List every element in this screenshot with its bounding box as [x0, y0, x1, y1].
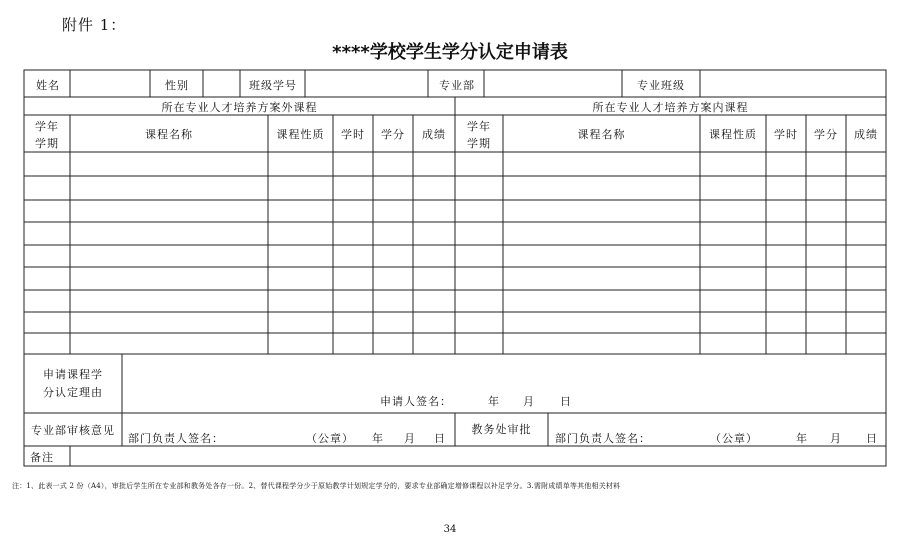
reason-day: 日 [560, 395, 572, 408]
dept-year: 年 [372, 432, 384, 445]
col-course-type: 课程性质 [276, 128, 325, 141]
name-label: 姓名 [36, 79, 60, 92]
col-year-term-line2: 学期 [35, 137, 59, 150]
dept-signature-label: 部门负责人签名： [128, 432, 224, 445]
col-course-type: 课程性质 [709, 128, 757, 141]
dept-review-label: 专业部审核意见 [31, 424, 115, 437]
affairs-signature-label: 部门负责人签名： [555, 432, 651, 445]
affairs-year: 年 [796, 432, 808, 445]
section-inside-header: 所在专业人才培养方案内课程 [592, 101, 749, 114]
reason-label-line1: 申请课程学 [43, 368, 103, 381]
col-course-name: 课程名称 [145, 128, 193, 141]
page-number: 34 [443, 524, 457, 535]
col-hours: 学时 [341, 128, 365, 141]
department-label: 专业部 [439, 79, 475, 92]
col-year-term-line1: 学年 [35, 120, 59, 133]
dept-day: 日 [434, 432, 446, 445]
attachment-label: 附件 1： [62, 16, 127, 34]
section-outside-header: 所在专业人才培养方案外课程 [161, 101, 318, 114]
reason-year: 年 [488, 395, 500, 408]
col-credits: 学分 [814, 128, 838, 141]
reason-month: 月 [523, 395, 535, 408]
col-course-name: 课程名称 [577, 128, 626, 141]
form-title: ****学校学生学分认定申请表 [332, 42, 568, 63]
gender-label: 性别 [165, 79, 189, 92]
major-class-label: 专业班级 [637, 79, 685, 92]
reason-label-line2: 分认定理由 [43, 386, 103, 399]
dept-month: 月 [404, 432, 416, 445]
affairs-approval-label: 教务处审批 [471, 423, 532, 436]
col-score: 成绩 [854, 128, 878, 141]
affairs-month: 月 [830, 432, 842, 445]
dept-seal: （公章） [306, 432, 354, 445]
col-score: 成绩 [422, 128, 446, 141]
col-credits: 学分 [381, 128, 405, 141]
col-year-term-line1: 学年 [467, 120, 491, 133]
affairs-day: 日 [866, 432, 878, 445]
remarks-label: 备注 [30, 451, 54, 464]
applicant-signature-label: 申请人签名： [380, 395, 452, 408]
col-hours: 学时 [774, 128, 798, 141]
class-id-label: 班级学号 [249, 79, 297, 92]
footnote: 注：1、此表一式 2 份（A4），审批后学生所在专业部和教务处各存一份。2、替代课程学分少于原始教学计划规定学分的，要求专业部确定增修课程以补足学分。3.需附成绩单等其他相关材料 [12, 482, 621, 490]
affairs-seal: （公章） [710, 432, 758, 445]
col-year-term-line2: 学期 [467, 137, 491, 150]
